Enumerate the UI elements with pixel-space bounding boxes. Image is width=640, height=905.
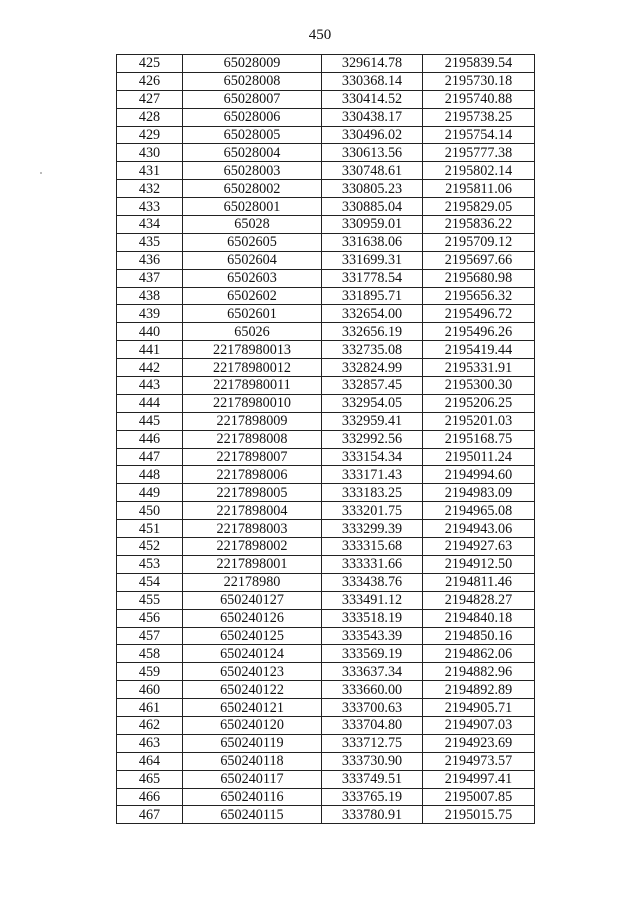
row-index-cell: 448	[117, 466, 183, 484]
x-coordinate-cell: 333171.43	[322, 466, 423, 484]
row-index-cell: 447	[117, 448, 183, 466]
y-coordinate-cell: 2194943.06	[423, 520, 535, 538]
row-index-cell: 443	[117, 377, 183, 395]
table-row	[117, 627, 535, 645]
row-index-cell: 428	[117, 108, 183, 126]
x-coordinate-cell: 333438.76	[322, 573, 423, 591]
y-coordinate-cell: 2194892.89	[423, 681, 535, 699]
y-coordinate-cell: 2195496.26	[423, 323, 535, 341]
point-id-cell: 65028009	[183, 55, 322, 73]
y-coordinate-cell: 2194973.57	[423, 752, 535, 770]
point-id-cell: 650240117	[183, 770, 322, 788]
coordinate-table	[116, 54, 535, 824]
row-index-cell: 464	[117, 752, 183, 770]
y-coordinate-cell: 2194912.50	[423, 555, 535, 573]
table-row	[117, 770, 535, 788]
table-row	[117, 788, 535, 806]
x-coordinate-cell: 332656.19	[322, 323, 423, 341]
y-coordinate-cell: 2195697.66	[423, 251, 535, 269]
x-coordinate-cell: 330368.14	[322, 72, 423, 90]
row-index-cell: 458	[117, 645, 183, 663]
table-row	[117, 573, 535, 591]
y-coordinate-cell: 2194862.06	[423, 645, 535, 663]
point-id-cell: 22178980011	[183, 377, 322, 395]
row-index-cell: 455	[117, 591, 183, 609]
row-index-cell: 451	[117, 520, 183, 538]
y-coordinate-cell: 2195168.75	[423, 430, 535, 448]
point-id-cell: 65028003	[183, 162, 322, 180]
table-row	[117, 734, 535, 752]
row-index-cell: 446	[117, 430, 183, 448]
table-row	[117, 806, 535, 824]
point-id-cell: 2217898003	[183, 520, 322, 538]
y-coordinate-cell: 2194923.69	[423, 734, 535, 752]
table-row	[117, 251, 535, 269]
y-coordinate-cell: 2195496.72	[423, 305, 535, 323]
x-coordinate-cell: 332824.99	[322, 359, 423, 377]
x-coordinate-cell: 330959.01	[322, 216, 423, 234]
y-coordinate-cell: 2195836.22	[423, 216, 535, 234]
point-id-cell: 65028006	[183, 108, 322, 126]
table-row	[117, 466, 535, 484]
x-coordinate-cell: 333730.90	[322, 752, 423, 770]
x-coordinate-cell: 333712.75	[322, 734, 423, 752]
point-id-cell: 6502602	[183, 287, 322, 305]
x-coordinate-cell: 332654.00	[322, 305, 423, 323]
point-id-cell: 2217898006	[183, 466, 322, 484]
table-row	[117, 699, 535, 717]
table-row	[117, 90, 535, 108]
x-coordinate-cell: 333637.34	[322, 663, 423, 681]
point-id-cell: 22178980	[183, 573, 322, 591]
y-coordinate-cell: 2195201.03	[423, 412, 535, 430]
x-coordinate-cell: 333765.19	[322, 788, 423, 806]
row-index-cell: 432	[117, 180, 183, 198]
point-id-cell: 650240125	[183, 627, 322, 645]
row-index-cell: 438	[117, 287, 183, 305]
x-coordinate-cell: 333491.12	[322, 591, 423, 609]
page-number: 450	[308, 27, 332, 43]
point-id-cell: 2217898009	[183, 412, 322, 430]
table-row	[117, 144, 535, 162]
point-id-cell: 650240121	[183, 699, 322, 717]
point-id-cell: 650240123	[183, 663, 322, 681]
x-coordinate-cell: 333518.19	[322, 609, 423, 627]
table-row	[117, 323, 535, 341]
row-index-cell: 467	[117, 806, 183, 824]
y-coordinate-cell: 2195754.14	[423, 126, 535, 144]
row-index-cell: 430	[117, 144, 183, 162]
y-coordinate-cell: 2195015.75	[423, 806, 535, 824]
row-index-cell: 425	[117, 55, 183, 73]
y-coordinate-cell: 2194905.71	[423, 699, 535, 717]
row-index-cell: 453	[117, 555, 183, 573]
y-coordinate-cell: 2194983.09	[423, 484, 535, 502]
point-id-cell: 65028002	[183, 180, 322, 198]
x-coordinate-cell: 333331.66	[322, 555, 423, 573]
point-id-cell: 650240122	[183, 681, 322, 699]
x-coordinate-cell: 332992.56	[322, 430, 423, 448]
point-id-cell: 650240120	[183, 716, 322, 734]
x-coordinate-cell: 333700.63	[322, 699, 423, 717]
point-id-cell: 650240126	[183, 609, 322, 627]
point-id-cell: 22178980010	[183, 394, 322, 412]
table-row	[117, 162, 535, 180]
y-coordinate-cell: 2194907.03	[423, 716, 535, 734]
y-coordinate-cell: 2195419.44	[423, 341, 535, 359]
point-id-cell: 65026	[183, 323, 322, 341]
table-row	[117, 126, 535, 144]
point-id-cell: 650240127	[183, 591, 322, 609]
x-coordinate-cell: 333154.34	[322, 448, 423, 466]
x-coordinate-cell: 333299.39	[322, 520, 423, 538]
table-row	[117, 645, 535, 663]
y-coordinate-cell: 2195680.98	[423, 269, 535, 287]
x-coordinate-cell: 333749.51	[322, 770, 423, 788]
x-coordinate-cell: 329614.78	[322, 55, 423, 73]
x-coordinate-cell: 330438.17	[322, 108, 423, 126]
x-coordinate-cell: 332857.45	[322, 377, 423, 395]
x-coordinate-cell: 333780.91	[322, 806, 423, 824]
table-body	[117, 55, 535, 824]
table-row	[117, 305, 535, 323]
point-id-cell: 650240118	[183, 752, 322, 770]
y-coordinate-cell: 2195829.05	[423, 198, 535, 216]
table-row	[117, 752, 535, 770]
row-index-cell: 437	[117, 269, 183, 287]
point-id-cell: 22178980012	[183, 359, 322, 377]
row-index-cell: 435	[117, 233, 183, 251]
y-coordinate-cell: 2195777.38	[423, 144, 535, 162]
table-row	[117, 538, 535, 556]
row-index-cell: 449	[117, 484, 183, 502]
y-coordinate-cell: 2194811.46	[423, 573, 535, 591]
x-coordinate-cell: 331638.06	[322, 233, 423, 251]
y-coordinate-cell: 2195740.88	[423, 90, 535, 108]
x-coordinate-cell: 333183.25	[322, 484, 423, 502]
row-index-cell: 434	[117, 216, 183, 234]
point-id-cell: 650240119	[183, 734, 322, 752]
y-coordinate-cell: 2195007.85	[423, 788, 535, 806]
row-index-cell: 460	[117, 681, 183, 699]
y-coordinate-cell: 2194828.27	[423, 591, 535, 609]
x-coordinate-cell: 333569.19	[322, 645, 423, 663]
table-row	[117, 216, 535, 234]
table-row	[117, 180, 535, 198]
row-index-cell: 452	[117, 538, 183, 556]
table-row	[117, 394, 535, 412]
point-id-cell: 65028007	[183, 90, 322, 108]
y-coordinate-cell: 2194997.41	[423, 770, 535, 788]
row-index-cell: 439	[117, 305, 183, 323]
point-id-cell: 6502601	[183, 305, 322, 323]
x-coordinate-cell: 330805.23	[322, 180, 423, 198]
row-index-cell: 445	[117, 412, 183, 430]
y-coordinate-cell: 2194840.18	[423, 609, 535, 627]
point-id-cell: 65028004	[183, 144, 322, 162]
point-id-cell: 2217898004	[183, 502, 322, 520]
y-coordinate-cell: 2195839.54	[423, 55, 535, 73]
y-coordinate-cell: 2195011.24	[423, 448, 535, 466]
y-coordinate-cell: 2195738.25	[423, 108, 535, 126]
table-row	[117, 198, 535, 216]
x-coordinate-cell: 333201.75	[322, 502, 423, 520]
x-coordinate-cell: 330613.56	[322, 144, 423, 162]
y-coordinate-cell: 2195811.06	[423, 180, 535, 198]
table-row	[117, 681, 535, 699]
y-coordinate-cell: 2195709.12	[423, 233, 535, 251]
row-index-cell: 462	[117, 716, 183, 734]
y-coordinate-cell: 2194882.96	[423, 663, 535, 681]
x-coordinate-cell: 330496.02	[322, 126, 423, 144]
y-coordinate-cell: 2194927.63	[423, 538, 535, 556]
table-row	[117, 484, 535, 502]
table-row	[117, 341, 535, 359]
row-index-cell: 441	[117, 341, 183, 359]
table-row	[117, 609, 535, 627]
row-index-cell: 433	[117, 198, 183, 216]
row-index-cell: 463	[117, 734, 183, 752]
row-index-cell: 442	[117, 359, 183, 377]
row-index-cell: 431	[117, 162, 183, 180]
table-row	[117, 72, 535, 90]
x-coordinate-cell: 332959.41	[322, 412, 423, 430]
y-coordinate-cell: 2195656.32	[423, 287, 535, 305]
table-row	[117, 555, 535, 573]
row-index-cell: 457	[117, 627, 183, 645]
y-coordinate-cell: 2194965.08	[423, 502, 535, 520]
x-coordinate-cell: 330885.04	[322, 198, 423, 216]
x-coordinate-cell: 332735.08	[322, 341, 423, 359]
table-row	[117, 502, 535, 520]
point-id-cell: 6502605	[183, 233, 322, 251]
point-id-cell: 6502604	[183, 251, 322, 269]
row-index-cell: 444	[117, 394, 183, 412]
table-row	[117, 663, 535, 681]
table-row	[117, 55, 535, 73]
point-id-cell: 6502603	[183, 269, 322, 287]
row-index-cell: 459	[117, 663, 183, 681]
row-index-cell: 456	[117, 609, 183, 627]
y-coordinate-cell: 2195331.91	[423, 359, 535, 377]
table-row	[117, 233, 535, 251]
y-coordinate-cell: 2194850.16	[423, 627, 535, 645]
row-index-cell: 440	[117, 323, 183, 341]
table-row	[117, 377, 535, 395]
table-row	[117, 716, 535, 734]
point-id-cell: 650240116	[183, 788, 322, 806]
row-index-cell: 466	[117, 788, 183, 806]
x-coordinate-cell: 331699.31	[322, 251, 423, 269]
table-row	[117, 430, 535, 448]
point-id-cell: 650240124	[183, 645, 322, 663]
point-id-cell: 22178980013	[183, 341, 322, 359]
y-coordinate-cell: 2195730.18	[423, 72, 535, 90]
x-coordinate-cell: 333704.80	[322, 716, 423, 734]
point-id-cell: 65028001	[183, 198, 322, 216]
point-id-cell: 650240115	[183, 806, 322, 824]
row-index-cell: 461	[117, 699, 183, 717]
row-index-cell: 426	[117, 72, 183, 90]
y-coordinate-cell: 2195206.25	[423, 394, 535, 412]
point-id-cell: 2217898007	[183, 448, 322, 466]
row-index-cell: 427	[117, 90, 183, 108]
table-row	[117, 591, 535, 609]
table-row	[117, 448, 535, 466]
y-coordinate-cell: 2195300.30	[423, 377, 535, 395]
x-coordinate-cell: 333660.00	[322, 681, 423, 699]
table-row	[117, 287, 535, 305]
x-coordinate-cell: 333315.68	[322, 538, 423, 556]
margin-mark	[40, 172, 42, 174]
table-row	[117, 412, 535, 430]
x-coordinate-cell: 330414.52	[322, 90, 423, 108]
y-coordinate-cell: 2194994.60	[423, 466, 535, 484]
row-index-cell: 429	[117, 126, 183, 144]
row-index-cell: 465	[117, 770, 183, 788]
table-row	[117, 269, 535, 287]
y-coordinate-cell: 2195802.14	[423, 162, 535, 180]
point-id-cell: 65028008	[183, 72, 322, 90]
x-coordinate-cell: 331895.71	[322, 287, 423, 305]
row-index-cell: 436	[117, 251, 183, 269]
row-index-cell: 454	[117, 573, 183, 591]
point-id-cell: 2217898002	[183, 538, 322, 556]
table-row	[117, 520, 535, 538]
x-coordinate-cell: 331778.54	[322, 269, 423, 287]
x-coordinate-cell: 332954.05	[322, 394, 423, 412]
table-row	[117, 359, 535, 377]
point-id-cell: 65028005	[183, 126, 322, 144]
point-id-cell: 2217898005	[183, 484, 322, 502]
point-id-cell: 2217898001	[183, 555, 322, 573]
x-coordinate-cell: 333543.39	[322, 627, 423, 645]
table-row	[117, 108, 535, 126]
point-id-cell: 2217898008	[183, 430, 322, 448]
x-coordinate-cell: 330748.61	[322, 162, 423, 180]
row-index-cell: 450	[117, 502, 183, 520]
point-id-cell: 65028	[183, 216, 322, 234]
